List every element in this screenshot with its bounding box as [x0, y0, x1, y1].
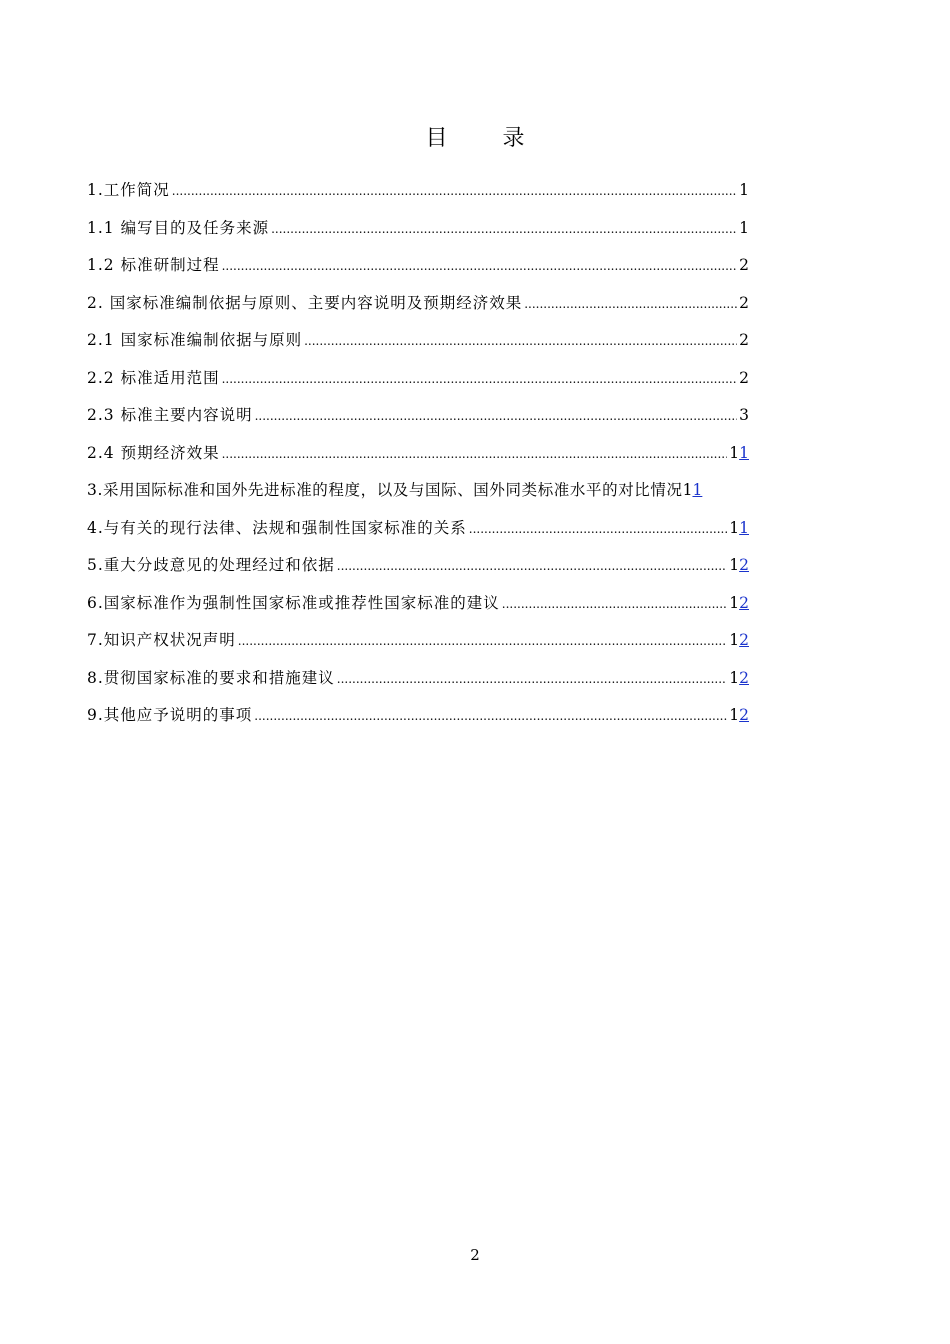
toc-entry-page — [739, 291, 749, 315]
toc-entry-label: 2.4 预期经济效果 — [87, 443, 220, 462]
toc-leader-dots — [238, 629, 727, 653]
toc-leader-dots — [337, 554, 727, 578]
toc-entry-label: 2.2 标准适用范围 — [87, 368, 220, 387]
page-number-text: 2 — [739, 331, 749, 349]
toc-leader-dots — [271, 217, 737, 241]
toc-entry-page — [683, 478, 703, 502]
toc-entry[interactable] — [87, 553, 749, 591]
page-number-text: 1 — [739, 218, 749, 237]
page-number-text: 3 — [739, 406, 749, 424]
toc-entry-page — [739, 178, 749, 202]
toc-entry-page — [729, 516, 749, 540]
toc-entry-label: 1.1 编写目的及任务来源 — [87, 218, 270, 237]
toc-entry[interactable] — [87, 516, 749, 554]
toc-leader-dots — [222, 254, 738, 278]
page-prefix: 1 — [729, 518, 740, 537]
page-title: 目 录 — [425, 126, 549, 151]
toc-entry-label: 2. 国家标准编制依据与原则、主要内容说明及预期经济效果 — [87, 293, 523, 312]
toc-entry-label: 6.国家标准作为强制性国家标准或推荐性国家标准的建议 — [87, 593, 500, 612]
toc-entry-page — [739, 366, 749, 390]
toc-entry-page — [739, 253, 749, 277]
toc-entry-label: 8.贯彻国家标准的要求和措施建议 — [87, 668, 335, 687]
page-prefix: 1 — [729, 631, 740, 649]
toc-entry[interactable] — [87, 291, 749, 329]
toc-leader-dots — [222, 442, 728, 466]
toc-entry[interactable] — [87, 441, 749, 479]
toc-entry[interactable] — [87, 403, 749, 441]
page-number-text: 2 — [739, 368, 749, 387]
toc-entry-page — [729, 591, 749, 615]
page-link[interactable]: 2 — [739, 593, 749, 612]
toc-entry[interactable] — [87, 216, 749, 254]
toc-entry[interactable] — [87, 178, 749, 216]
table-of-contents — [87, 178, 749, 741]
toc-entry-page — [739, 216, 749, 240]
toc-entry[interactable] — [87, 703, 749, 741]
page-number-text: 2 — [739, 293, 749, 312]
page-link[interactable]: 2 — [739, 631, 749, 649]
toc-entry-page — [729, 666, 749, 690]
toc-entry-page — [729, 441, 749, 465]
toc-leader-dots — [469, 517, 727, 541]
toc-entry-label: 9.其他应予说明的事项 — [87, 706, 253, 724]
page-link[interactable]: 2 — [739, 556, 749, 574]
toc-entry[interactable] — [87, 366, 749, 404]
toc-leader-dots — [337, 667, 727, 691]
toc-entry-page — [729, 553, 749, 577]
toc-leader-dots — [255, 404, 738, 428]
toc-entry-label: 3.采用国际标准和国外先进标准的程度，以及与国际、国外同类标准水平的对比情况 — [87, 481, 683, 499]
toc-leader-dots — [254, 704, 727, 728]
toc-entry-label: 2.3 标准主要内容说明 — [87, 406, 253, 424]
toc-entry-label: 1.2 标准研制过程 — [87, 256, 220, 274]
toc-entry-label: 5.重大分歧意见的处理经过和依据 — [87, 556, 335, 574]
toc-entry-page — [729, 628, 749, 652]
page-prefix: 1 — [682, 481, 693, 499]
page-link[interactable]: 1 — [692, 481, 703, 499]
page-prefix: 1 — [729, 443, 740, 462]
page-number: 2 — [470, 1246, 480, 1264]
page-link[interactable]: 1 — [739, 443, 749, 462]
page-number-text: 2 — [739, 256, 749, 274]
page-link[interactable]: 2 — [739, 706, 749, 724]
toc-entry[interactable] — [87, 666, 749, 704]
page-prefix: 1 — [729, 706, 740, 724]
page-number-text: 1 — [739, 181, 749, 199]
toc-leader-dots — [304, 329, 737, 353]
page-link[interactable]: 1 — [739, 518, 749, 537]
toc-leader-dots — [502, 592, 727, 616]
toc-leader-dots — [172, 179, 737, 203]
toc-entry[interactable] — [87, 253, 749, 291]
page-prefix: 1 — [729, 593, 740, 612]
toc-entry-label: 7.知识产权状况声明 — [87, 631, 236, 649]
toc-entry-label: 2.1 国家标准编制依据与原则 — [87, 331, 303, 349]
toc-entry[interactable] — [87, 628, 749, 666]
page-link[interactable]: 2 — [739, 668, 749, 687]
toc-leader-dots — [524, 292, 737, 316]
toc-entry-page — [739, 403, 749, 427]
toc-entry-page — [729, 703, 749, 727]
toc-entry[interactable] — [87, 478, 749, 516]
toc-entry[interactable] — [87, 328, 749, 366]
toc-entry-label: 1.工作简况 — [87, 181, 170, 199]
toc-entry[interactable] — [87, 591, 749, 629]
toc-entry-label: 4.与有关的现行法律、法规和强制性国家标准的关系 — [87, 518, 467, 537]
toc-leader-dots — [222, 367, 738, 391]
page-prefix: 1 — [729, 668, 740, 687]
toc-entry-page — [739, 328, 749, 352]
page-prefix: 1 — [729, 556, 740, 574]
